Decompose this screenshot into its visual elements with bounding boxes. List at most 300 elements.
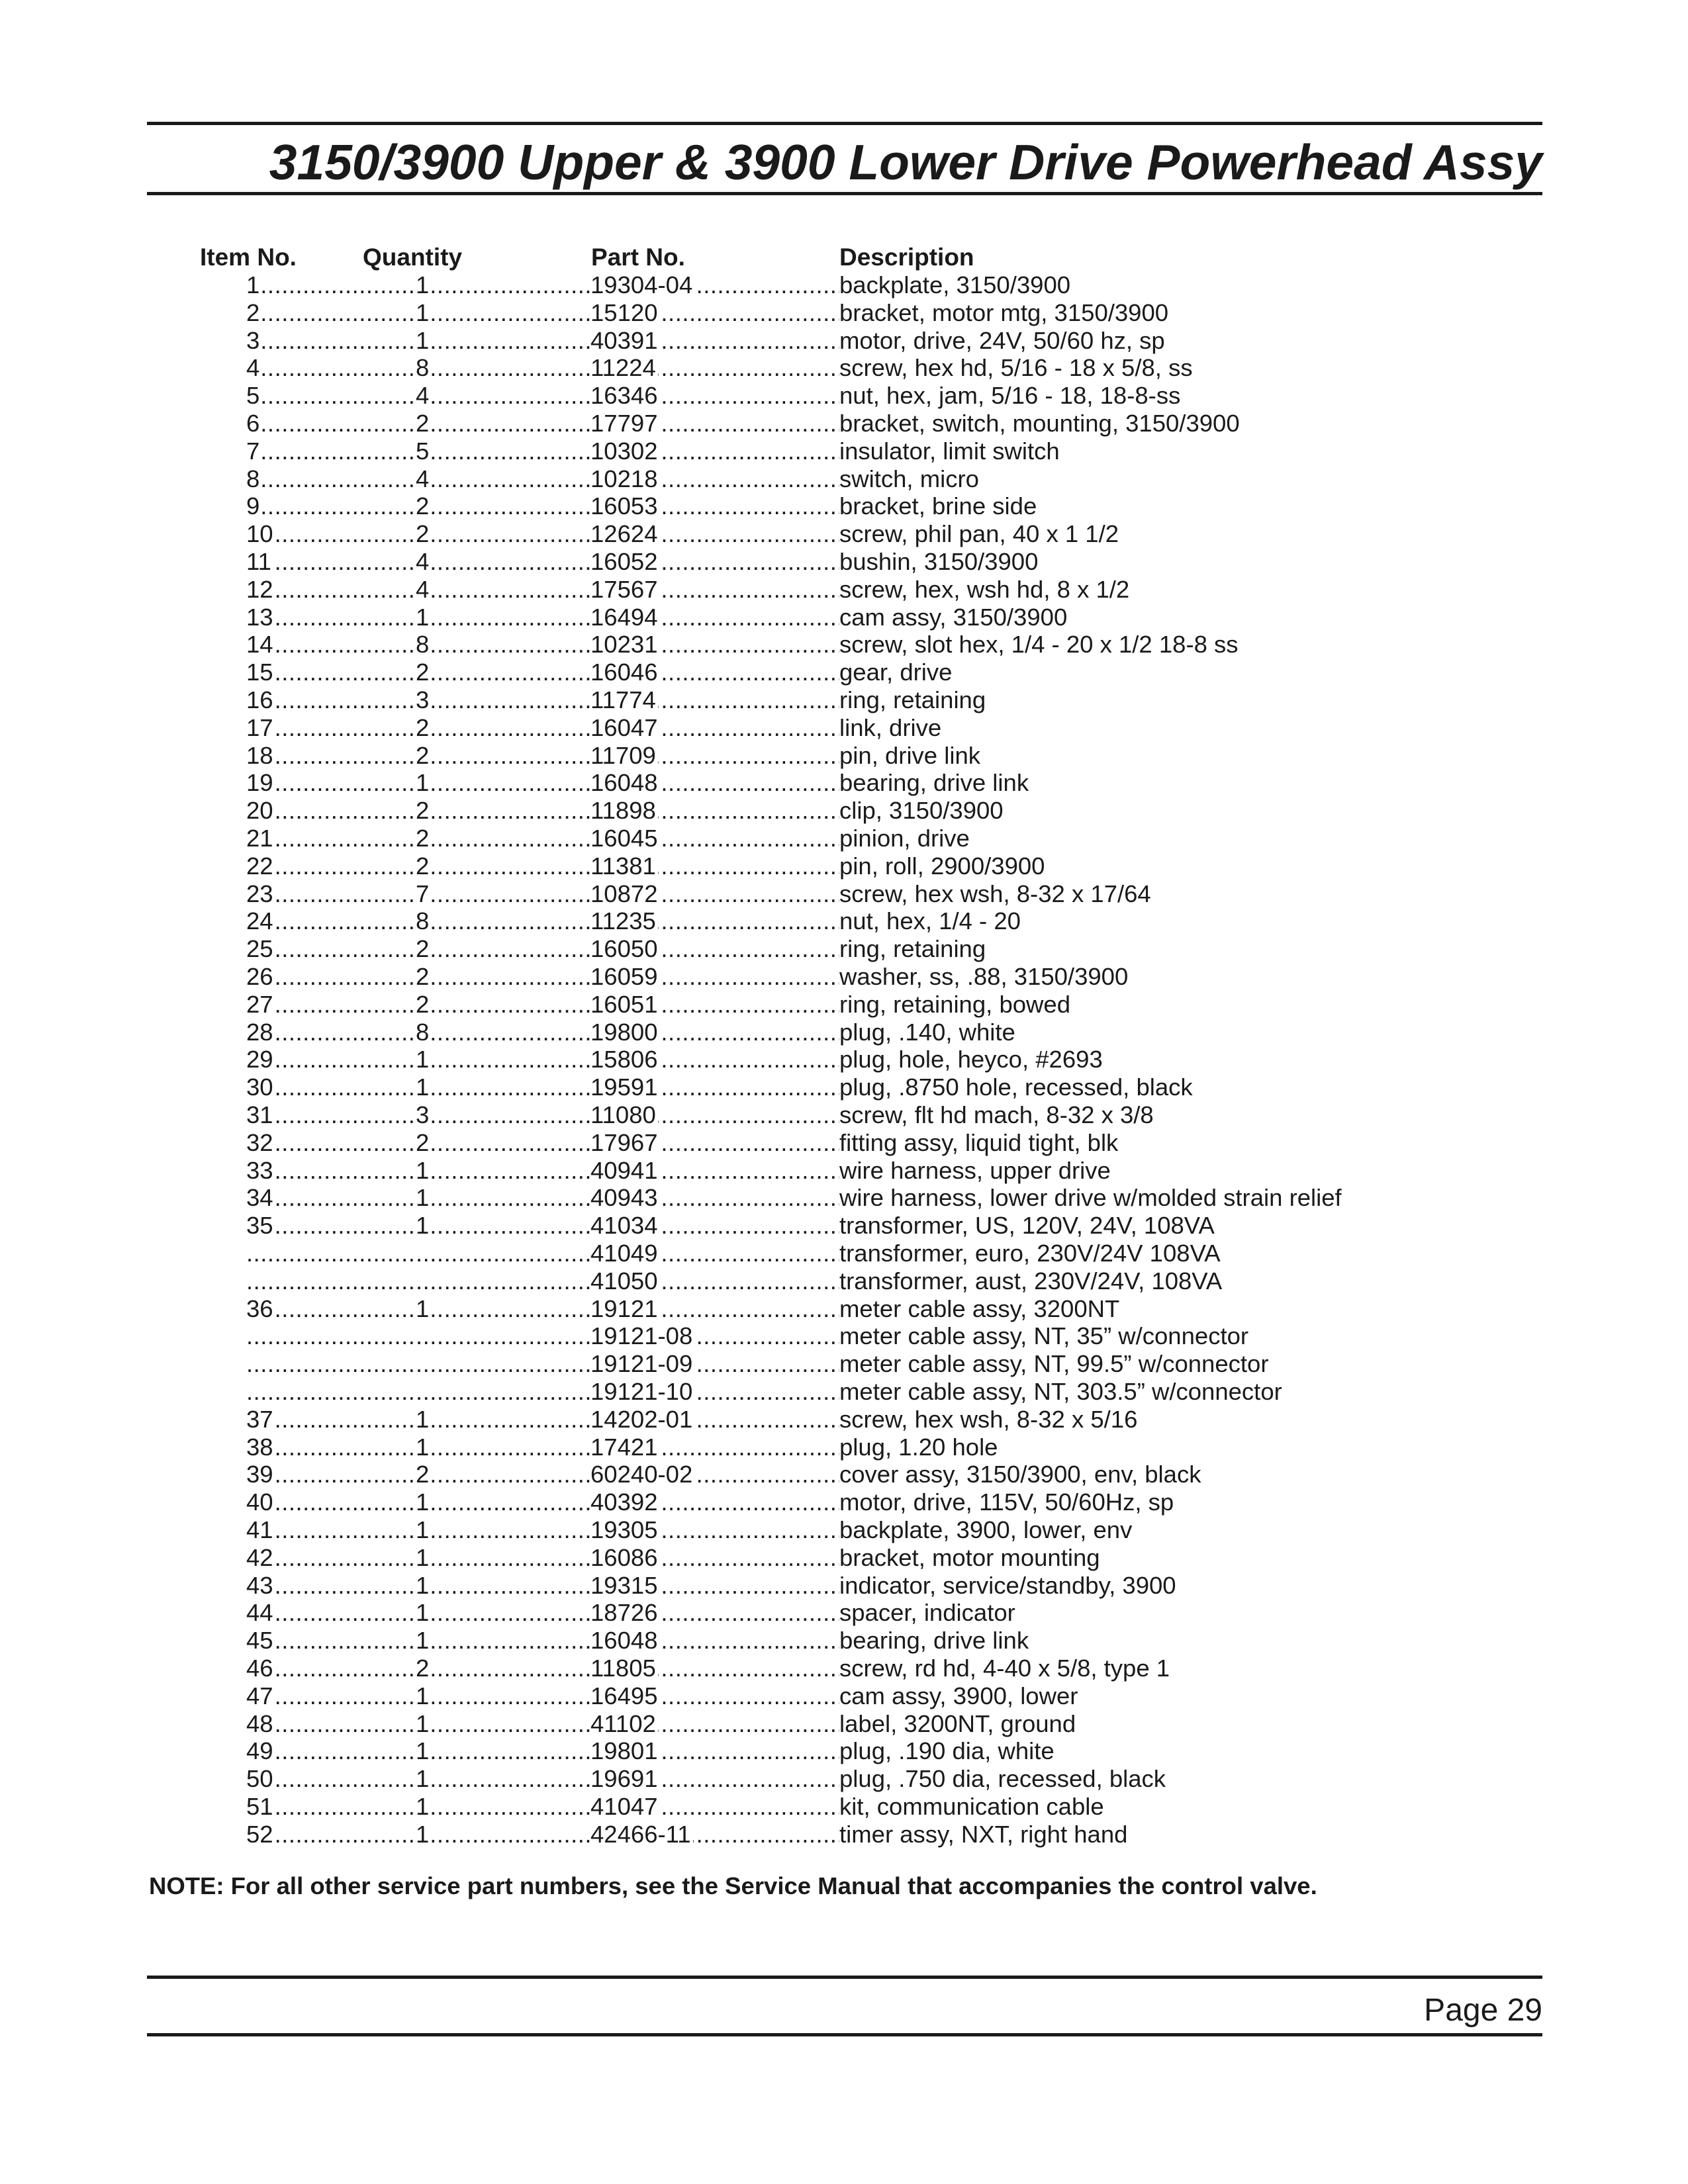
item-number-cell — [246, 548, 416, 576]
table-row — [0, 1516, 1688, 1544]
item-number-cell — [246, 1046, 416, 1073]
page-number: Page 29 — [1424, 1993, 1542, 2028]
quantity-cell — [416, 1599, 590, 1627]
description: fitting assy, liquid tight, blk — [839, 1128, 1119, 1156]
part-number: 10302 — [590, 437, 660, 465]
table-row — [0, 1488, 1688, 1516]
table-row — [0, 1765, 1688, 1793]
item-number-cell — [246, 1572, 416, 1600]
table-row — [0, 1019, 1688, 1046]
quantity-cell — [416, 1212, 590, 1240]
item-number: 13 — [246, 604, 275, 631]
part-number: 17567 — [590, 576, 660, 603]
description-cell — [839, 935, 1568, 963]
description: screw, hex, wsh hd, 8 x 1/2 — [839, 575, 1130, 603]
part-number-cell — [590, 1627, 839, 1655]
description: wire harness, lower drive w/molded strain relief — [839, 1184, 1342, 1212]
quantity-cell — [416, 271, 590, 299]
table-row — [0, 604, 1688, 631]
description-cell — [839, 714, 1568, 742]
description-cell — [839, 1350, 1568, 1378]
item-number-cell — [246, 1406, 416, 1433]
item-number: 11 — [246, 548, 273, 575]
quantity-cell — [416, 1516, 590, 1544]
service-note: NOTE: For all other service part numbers, see the Service Manual that accompanies the control valve. — [149, 1872, 1317, 1899]
table-row — [0, 631, 1688, 659]
part-number: 16048 — [590, 769, 660, 796]
part-number-cell — [590, 797, 839, 825]
description-cell — [839, 1655, 1568, 1682]
part-number: 19691 — [590, 1765, 660, 1792]
part-number: 19121-08 — [590, 1322, 694, 1349]
description: spacer, indicator — [839, 1599, 1015, 1627]
description-cell — [839, 1378, 1568, 1406]
item-number-cell — [246, 604, 416, 631]
quantity: 1 — [416, 327, 431, 354]
quantity-cell — [416, 935, 590, 963]
quantity-cell — [416, 963, 590, 991]
quantity: 1 — [416, 1295, 431, 1322]
quantity: 1 — [416, 1793, 431, 1820]
item-number — [246, 1267, 248, 1295]
part-number-cell — [590, 299, 839, 327]
item-number: 28 — [246, 1019, 275, 1046]
table-row — [0, 1655, 1688, 1682]
description: insulator, limit switch — [839, 437, 1060, 465]
item-number: 10 — [246, 520, 275, 547]
item-number: 12 — [246, 576, 275, 603]
quantity-cell — [416, 852, 590, 880]
part-number-cell — [590, 1793, 839, 1821]
item-number-cell — [246, 576, 416, 604]
part-number-cell — [590, 907, 839, 935]
description: bushin, 3150/3900 — [839, 548, 1039, 575]
part-number: 11774 — [590, 686, 658, 713]
quantity: 2 — [416, 935, 431, 962]
quantity-cell — [416, 1488, 590, 1516]
item-number: 49 — [246, 1737, 275, 1764]
description-cell — [839, 520, 1568, 548]
description-cell — [839, 1488, 1568, 1516]
description-cell — [839, 1322, 1568, 1350]
part-number-cell — [590, 1765, 839, 1793]
item-number-cell — [246, 1682, 416, 1710]
part-number-cell — [590, 1516, 839, 1544]
part-number: 16086 — [590, 1544, 660, 1571]
quantity-cell — [416, 991, 590, 1019]
table-row — [0, 1737, 1688, 1765]
item-number: 17 — [246, 714, 275, 741]
part-number: 40392 — [590, 1488, 660, 1516]
quantity-cell — [416, 797, 590, 825]
quantity-cell — [416, 465, 590, 493]
part-number-cell — [590, 548, 839, 576]
description: bracket, motor mounting — [839, 1543, 1100, 1571]
quantity: 2 — [416, 825, 431, 852]
quantity: 3 — [416, 686, 431, 713]
part-number: 19800 — [590, 1019, 660, 1046]
part-number-cell — [590, 1240, 839, 1267]
part-number-cell — [590, 1737, 839, 1765]
quantity-cell — [416, 1461, 590, 1488]
part-number-cell — [590, 354, 839, 382]
quantity: 1 — [416, 1821, 431, 1848]
quantity: 2 — [416, 797, 431, 824]
item-number — [246, 1350, 248, 1377]
item-number-cell — [246, 1212, 416, 1240]
description: nut, hex, jam, 5/16 - 18, 18-8-ss — [839, 382, 1181, 410]
item-number — [246, 1322, 248, 1349]
quantity: 1 — [416, 604, 431, 631]
quantity-cell — [416, 1821, 590, 1848]
quantity-cell — [416, 1267, 590, 1295]
item-number: 36 — [246, 1295, 275, 1322]
item-number-cell — [246, 465, 416, 493]
part-number: 17797 — [590, 410, 660, 437]
description-cell — [839, 1627, 1568, 1655]
part-number: 40941 — [590, 1157, 660, 1184]
item-number-cell — [246, 1378, 416, 1406]
header-item-no: Item No. — [200, 244, 297, 271]
table-row — [0, 1599, 1688, 1627]
description-cell — [839, 1212, 1568, 1240]
table-row — [0, 299, 1688, 327]
item-number-cell — [246, 991, 416, 1019]
description: bracket, brine side — [839, 492, 1037, 520]
quantity: 1 — [416, 1184, 431, 1211]
part-number-cell — [590, 825, 839, 852]
item-number: 47 — [246, 1682, 275, 1709]
quantity: 1 — [416, 1599, 431, 1626]
quantity-cell — [416, 1019, 590, 1046]
part-number: 17967 — [590, 1129, 660, 1156]
quantity: 4 — [416, 576, 431, 603]
part-number-cell — [590, 1821, 839, 1848]
part-number-cell — [590, 1488, 839, 1516]
item-number: 8 — [246, 465, 261, 492]
quantity-cell — [416, 825, 590, 852]
part-number-cell — [590, 714, 839, 742]
part-number-cell — [590, 1073, 839, 1101]
part-number-cell — [590, 465, 839, 493]
item-number-cell — [246, 1433, 416, 1461]
quantity-cell — [416, 1433, 590, 1461]
description: transformer, US, 120V, 24V, 108VA — [839, 1212, 1215, 1240]
description-cell — [839, 492, 1568, 520]
description-cell — [839, 465, 1568, 493]
top-rule-lower — [147, 192, 1542, 195]
description-cell — [839, 410, 1568, 437]
quantity-cell — [416, 1737, 590, 1765]
quantity: 8 — [416, 1019, 431, 1046]
part-number-cell — [590, 604, 839, 631]
part-number-cell — [590, 1046, 839, 1073]
item-number: 35 — [246, 1212, 275, 1239]
item-number: 29 — [246, 1046, 275, 1073]
item-number: 18 — [246, 742, 275, 769]
quantity: 1 — [416, 1046, 431, 1073]
quantity — [416, 1240, 418, 1267]
part-number-cell — [590, 1461, 839, 1488]
item-number-cell — [246, 1019, 416, 1046]
description-cell — [839, 1599, 1568, 1627]
description-cell — [839, 548, 1568, 576]
quantity-cell — [416, 686, 590, 714]
description-cell — [839, 1765, 1568, 1793]
description: meter cable assy, NT, 35” w/connector — [839, 1322, 1249, 1350]
item-number: 37 — [246, 1406, 275, 1433]
item-number-cell — [246, 410, 416, 437]
table-row — [0, 1129, 1688, 1157]
part-number: 40391 — [590, 327, 660, 354]
part-number: 19121 — [590, 1295, 660, 1322]
part-number-cell — [590, 520, 839, 548]
bottom-rule-lower — [147, 2033, 1542, 2036]
item-number: 7 — [246, 437, 261, 465]
quantity: 2 — [416, 1461, 431, 1488]
item-number-cell — [246, 1627, 416, 1655]
description-cell — [839, 742, 1568, 770]
part-number-cell — [590, 1157, 839, 1185]
description: transformer, aust, 230V/24V, 108VA — [839, 1267, 1223, 1295]
table-row — [0, 492, 1688, 520]
quantity: 1 — [416, 299, 431, 326]
item-number-cell — [246, 769, 416, 797]
description-cell — [839, 1710, 1568, 1738]
description: plug, .190 dia, white — [839, 1737, 1055, 1765]
table-row — [0, 1184, 1688, 1212]
part-number: 11898 — [590, 797, 658, 824]
part-number: 41034 — [590, 1212, 660, 1239]
quantity-cell — [416, 492, 590, 520]
item-number: 39 — [246, 1461, 275, 1488]
description: bracket, motor mtg, 3150/3900 — [839, 298, 1169, 326]
description-cell — [839, 1101, 1568, 1129]
quantity: 4 — [416, 382, 431, 409]
quantity-cell — [416, 548, 590, 576]
item-number-cell — [246, 1516, 416, 1544]
table-row — [0, 880, 1688, 908]
quantity: 1 — [416, 1544, 431, 1571]
quantity-cell — [416, 1793, 590, 1821]
description: screw, phil pan, 40 x 1 1/2 — [839, 520, 1119, 548]
description-cell — [839, 1073, 1568, 1101]
item-number-cell — [246, 659, 416, 686]
item-number-cell — [246, 1240, 416, 1267]
part-number-cell — [590, 1433, 839, 1461]
item-number: 14 — [246, 631, 275, 658]
item-number-cell — [246, 686, 416, 714]
description-cell — [839, 880, 1568, 908]
item-number: 50 — [246, 1765, 275, 1792]
description: indicator, service/standby, 3900 — [839, 1571, 1176, 1599]
table-row — [0, 1793, 1688, 1821]
quantity: 7 — [416, 880, 431, 907]
description: screw, hex hd, 5/16 - 18 x 5/8, ss — [839, 354, 1193, 382]
quantity: 1 — [416, 1073, 431, 1101]
table-row — [0, 907, 1688, 935]
item-number: 21 — [246, 825, 275, 852]
description-cell — [839, 1046, 1568, 1073]
item-number: 45 — [246, 1627, 275, 1654]
header-quantity: Quantity — [363, 244, 463, 271]
table-row — [0, 1157, 1688, 1185]
description: plug, 1.20 hole — [839, 1433, 998, 1461]
quantity-cell — [416, 1710, 590, 1738]
quantity: 1 — [416, 1516, 431, 1543]
table-row — [0, 1406, 1688, 1433]
quantity: 2 — [416, 659, 431, 686]
description-cell — [839, 1184, 1568, 1212]
description-cell — [839, 1821, 1568, 1848]
part-number: 16494 — [590, 604, 660, 631]
item-number-cell — [246, 492, 416, 520]
table-row — [0, 1821, 1688, 1848]
item-number: 20 — [246, 797, 275, 824]
quantity-cell — [416, 437, 590, 465]
item-number: 31 — [246, 1101, 275, 1128]
part-number: 11381 — [590, 852, 658, 880]
item-number: 46 — [246, 1655, 275, 1682]
item-number: 15 — [246, 659, 275, 686]
item-number-cell — [246, 327, 416, 355]
part-number-cell — [590, 410, 839, 437]
item-number: 19 — [246, 769, 275, 796]
part-number: 16052 — [590, 548, 660, 575]
part-number-cell — [590, 1350, 839, 1378]
table-row — [0, 1461, 1688, 1488]
quantity: 8 — [416, 907, 431, 934]
quantity-cell — [416, 769, 590, 797]
description: transformer, euro, 230V/24V 108VA — [839, 1240, 1221, 1267]
item-number-cell — [246, 963, 416, 991]
description-cell — [839, 437, 1568, 465]
part-number-cell — [590, 1295, 839, 1323]
table-row — [0, 1046, 1688, 1073]
item-number-cell — [246, 1350, 416, 1378]
table-row — [0, 382, 1688, 410]
part-number: 16047 — [590, 714, 660, 741]
part-number: 16059 — [590, 963, 660, 990]
quantity: 2 — [416, 410, 431, 437]
part-number: 15806 — [590, 1046, 660, 1073]
quantity: 3 — [416, 1101, 431, 1128]
description: gear, drive — [839, 659, 953, 686]
part-number: 11805 — [590, 1655, 658, 1682]
quantity-cell — [416, 520, 590, 548]
description-cell — [839, 604, 1568, 631]
part-number-cell — [590, 1544, 839, 1572]
description-cell — [839, 271, 1568, 299]
description-cell — [839, 1682, 1568, 1710]
item-number-cell — [246, 1737, 416, 1765]
table-row — [0, 1627, 1688, 1655]
item-number: 9 — [246, 492, 261, 520]
quantity: 1 — [416, 1710, 431, 1737]
quantity-cell — [416, 1073, 590, 1101]
table-row — [0, 271, 1688, 299]
part-number-cell — [590, 769, 839, 797]
quantity-cell — [416, 1572, 590, 1600]
item-number: 23 — [246, 880, 275, 907]
quantity-cell — [416, 1157, 590, 1185]
table-row — [0, 1433, 1688, 1461]
description-cell — [839, 991, 1568, 1019]
table-row — [0, 354, 1688, 382]
table-row — [0, 437, 1688, 465]
description-cell — [839, 1433, 1568, 1461]
item-number-cell — [246, 1295, 416, 1323]
quantity: 5 — [416, 437, 431, 465]
table-row — [0, 1322, 1688, 1350]
item-number — [246, 1240, 248, 1267]
part-number-cell — [590, 1129, 839, 1157]
part-number: 19591 — [590, 1073, 660, 1101]
quantity-cell — [416, 576, 590, 604]
item-number: 33 — [246, 1157, 275, 1184]
table-row — [0, 1572, 1688, 1600]
bottom-rule-upper — [147, 1976, 1542, 1979]
item-number: 4 — [246, 354, 261, 381]
quantity: 8 — [416, 354, 431, 381]
table-row — [0, 1350, 1688, 1378]
part-number-cell — [590, 271, 839, 299]
part-number-cell — [590, 382, 839, 410]
part-number-cell — [590, 1599, 839, 1627]
item-number: 24 — [246, 907, 275, 934]
description: plug, .140, white — [839, 1018, 1015, 1046]
description: bracket, switch, mounting, 3150/3900 — [839, 410, 1240, 437]
part-number-cell — [590, 1655, 839, 1682]
table-row — [0, 769, 1688, 797]
item-number-cell — [246, 520, 416, 548]
table-row — [0, 1295, 1688, 1323]
table-row — [0, 576, 1688, 604]
description-cell — [839, 327, 1568, 355]
quantity: 1 — [416, 1737, 431, 1764]
part-number: 11235 — [590, 907, 658, 934]
part-number: 41102 — [590, 1710, 658, 1737]
part-number: 19121-09 — [590, 1350, 694, 1377]
table-row — [0, 1378, 1688, 1406]
quantity-cell — [416, 354, 590, 382]
quantity-cell — [416, 1101, 590, 1129]
part-number-cell — [590, 1322, 839, 1350]
item-number: 34 — [246, 1184, 275, 1211]
item-number: 6 — [246, 410, 261, 437]
part-number-cell — [590, 659, 839, 686]
part-number: 11224 — [590, 354, 658, 381]
quantity: 2 — [416, 1129, 431, 1156]
quantity: 8 — [416, 631, 431, 658]
table-row — [0, 991, 1688, 1019]
part-number: 42466-11 — [590, 1821, 693, 1848]
description-cell — [839, 1544, 1568, 1572]
quantity: 1 — [416, 1682, 431, 1709]
part-number: 16045 — [590, 825, 660, 852]
item-number-cell — [246, 1655, 416, 1682]
table-row — [0, 963, 1688, 991]
quantity: 2 — [416, 1655, 431, 1682]
description: backplate, 3150/3900 — [839, 271, 1071, 298]
part-number: 12624 — [590, 520, 660, 547]
item-number: 44 — [246, 1599, 275, 1626]
part-number-cell — [590, 1710, 839, 1738]
table-row — [0, 1682, 1688, 1710]
part-number: 41047 — [590, 1793, 660, 1820]
header-part-no: Part No. — [591, 244, 685, 271]
quantity: 1 — [416, 1488, 431, 1516]
